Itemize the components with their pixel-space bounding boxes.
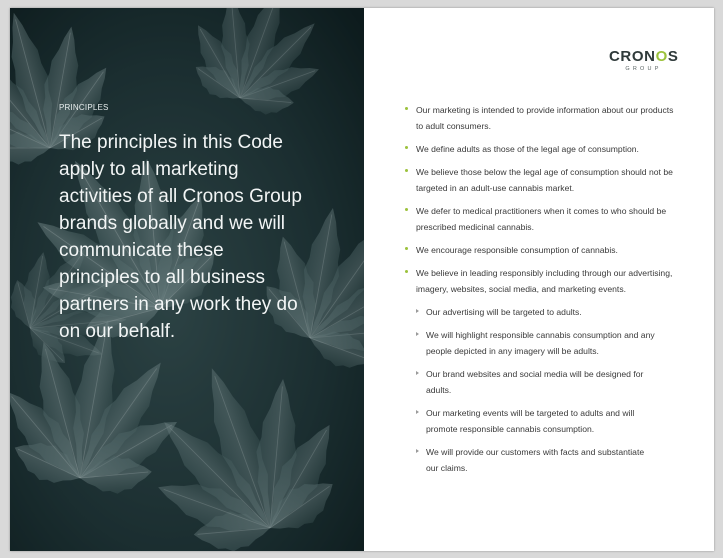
logo-wordmark: CRONOS: [609, 48, 679, 65]
principle-item: We define adults as those of the legal age of consumption.: [404, 141, 704, 157]
triangle-bullet-icon: [416, 332, 419, 336]
intro-statement: The principles in this Code apply to all marketing activities of all Cronos Group brands globally and we will communicate these principles to all business partners in any work they do on our behalf.: [59, 132, 302, 342]
cronos-group-logo: [609, 48, 679, 72]
sub-principle-item: We will provide our customers with facts and substantiate our claims.: [404, 444, 704, 476]
sub-principle-item: We will highlight responsible cannabis consumption and any people depicted in any imagery will be adults.: [404, 327, 704, 359]
sub-principle-item: Our brand websites and social media will be designed for adults.: [404, 366, 704, 398]
triangle-bullet-icon: [416, 371, 419, 375]
bullet-icon: [405, 107, 408, 110]
cannabis-leaf-photo: [10, 8, 364, 551]
triangle-bullet-icon: [416, 410, 419, 414]
bullet-icon: [405, 169, 408, 172]
principle-item: We believe in leading responsibly including through our advertising, imagery, websites, social media, and marketing events.: [404, 265, 704, 297]
bullet-icon: [405, 270, 408, 273]
logo-subtitle: GROUP: [625, 66, 662, 72]
triangle-bullet-icon: [416, 309, 419, 313]
principles-list: [404, 102, 704, 483]
bullet-icon: [405, 247, 408, 250]
principle-item: We defer to medical practitioners when it comes to who should be prescribed medicinal cannabis.: [404, 203, 704, 235]
principle-item: We believe those below the legal age of consumption should not be targeted in an adult-use cannabis market.: [404, 164, 704, 196]
sub-principle-item: Our advertising will be targeted to adults.: [404, 304, 704, 320]
bullet-icon: [405, 146, 408, 149]
principle-item: Our marketing is intended to provide information about our products to adult consumers.: [404, 102, 704, 134]
section-label: PRINCIPLES: [59, 103, 109, 112]
document-page: [10, 8, 714, 551]
principle-item: We encourage responsible consumption of cannabis.: [404, 242, 704, 258]
bullet-icon: [405, 208, 408, 211]
triangle-bullet-icon: [416, 449, 419, 453]
sub-principle-item: Our marketing events will be targeted to adults and will promote responsible cannabis consumption.: [404, 405, 704, 437]
